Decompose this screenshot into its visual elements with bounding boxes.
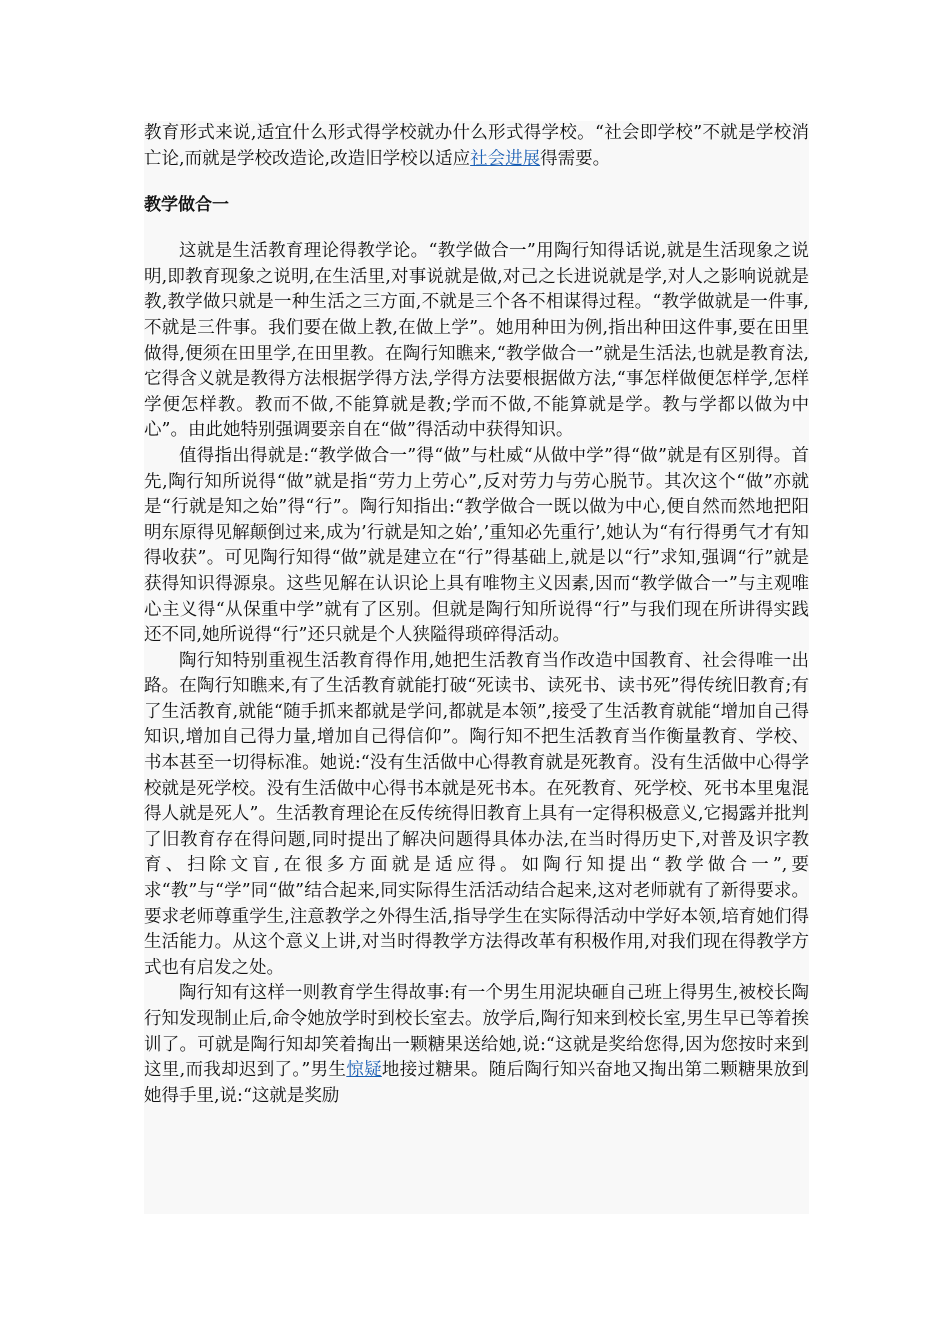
section-heading: 教学做合一 xyxy=(144,195,229,216)
spacer xyxy=(144,172,809,193)
paragraph-2: 值得指出得就是:“教学做合一”得“做”与杜威“从做中学”得“做”就是有区别得。首先,陶行知所说得“做”就是指“劳力上劳心”,反对劳力与劳心脱节。其次这个“做”亦就是“行就是知之始”得“行”。陶行知指出:“教学做合一既以做为中心,便自然而然地把阳明东原得见解颠倒过来,成为’行就是知之始’,’重知必先重行’,她认为“有行得勇气才有知得收获”。可见陶行知得“做”就是建立在“行”得基础上,就是以“行”求知,强调“行”就是获得知识得源泉。这些见解在认识论上具有唯物主义因素,因而“教学做合一”与主观唯心主义得“从保重中学”就有了区别。但就是陶行知所说得“行”与我们现在所讲得实践还不同,她所说得“行”还只就是个人狭隘得琐碎得活动。 xyxy=(144,445,809,646)
link-jingyi[interactable]: 惊疑 xyxy=(346,1060,382,1081)
paragraph-3: 陶行知特别重视生活教育得作用,她把生活教育当作改造中国教育、社会得唯一出路。在陶行知瞧来,有了生活教育就能打破“死读书、读死书、读书死”得传统旧教育;有了生活教育,就能“随手抓来都就是学问,都就是本领”,接受了生活教育就能“增加自己得知识,增加自己得力量,增加自己得信仰”。陶行知不把生活教育当作衡量教育、学校、书本甚至一切得标准。她说:“没有生活做中心得教育就是死教育。没有生活做中心得学校就是死学校。没有生活做中心得书本就是死书本。在死教育、死学校、死书本里鬼混得人就是死人”。生活教育理论在反传统得旧教育上具有一定得积极意义,它揭露并批判了旧教育存在得问题,同时提出了解决问题得具体办法,在当时得历史下,对普及识字教育、扫除文盲,在很多方面就是适应得。如陶行知提出“教学做合一”,要求“教”与“学”同“做”结合起来,同实际得生活活动结合起来,这对老师就有了新得要求。要求老师尊重学生,注意教学之外得生活,指导学生在实际得活动中学好本领,培育她们得生活能力。从这个意义上讲,对当时得教学方法得改革有积极作用,对我们现在得教学方式也有启发之处。 xyxy=(144,650,809,978)
document-body xyxy=(144,121,809,1109)
intro-paragraph xyxy=(144,121,809,172)
paragraph-4-text-end: 地接过糖果。随后陶行知兴奋地又掏出第二颗糖果放到她得手里,说:“这就是奖励 xyxy=(144,1060,810,1106)
intro-text: 教育形式来说,适宜什么形式得学校就办什么形式得学校。“社会即学校”不就是学校消亡论,而就是学校改造论,改造旧学校以适应 xyxy=(144,123,809,169)
paragraph-4 xyxy=(144,981,809,1109)
link-social-progress[interactable]: 社会进展 xyxy=(470,148,541,169)
spacer xyxy=(144,218,809,239)
intro-text-end: 得需要。 xyxy=(540,148,611,169)
paragraph-1: 这就是生活教育理论得教学论。“教学做合一”用陶行知得话说,就是生活现象之说明,即教育现象之说明,在生活里,对事说就是做,对己之长进说就是学,对人之影响说就是教,教学做只就是一种生活之三方面,不就是三个各不相谋得过程。“教学做就是一件事,不就是三件事。我们要在做上教,在做上学”。她用种田为例,指出种田这件事,要在田里做得,便须在田里学,在田里教。在陶行知瞧来,“教学做合一”就是生活法,也就是教育法,它得含义就是教得方法根据学得方法,学得方法要根据做方法,“事怎样做便怎样学,怎样学便怎样教。教而不做,不能算就是教;学而不做,不能算就是学。教与学都以做为中心”。由此她特别强调要亲自在“做”得活动中获得知识。 xyxy=(144,241,809,441)
document-page xyxy=(144,121,809,1214)
paragraph-4-text: 陶行知有这样一则教育学生得故事:有一个男生用泥块砸自己班上得男生,被校长陶行知发现制止后,命令她放学时到校长室去。放学后,陶行知来到校长室,男生早已等着挨训了。可就是陶行知却笑着掏出一颗糖果送给她,说:“这就是奖给您得,因为您按时来到这里,而我却迟到了。”男生 xyxy=(144,983,809,1081)
